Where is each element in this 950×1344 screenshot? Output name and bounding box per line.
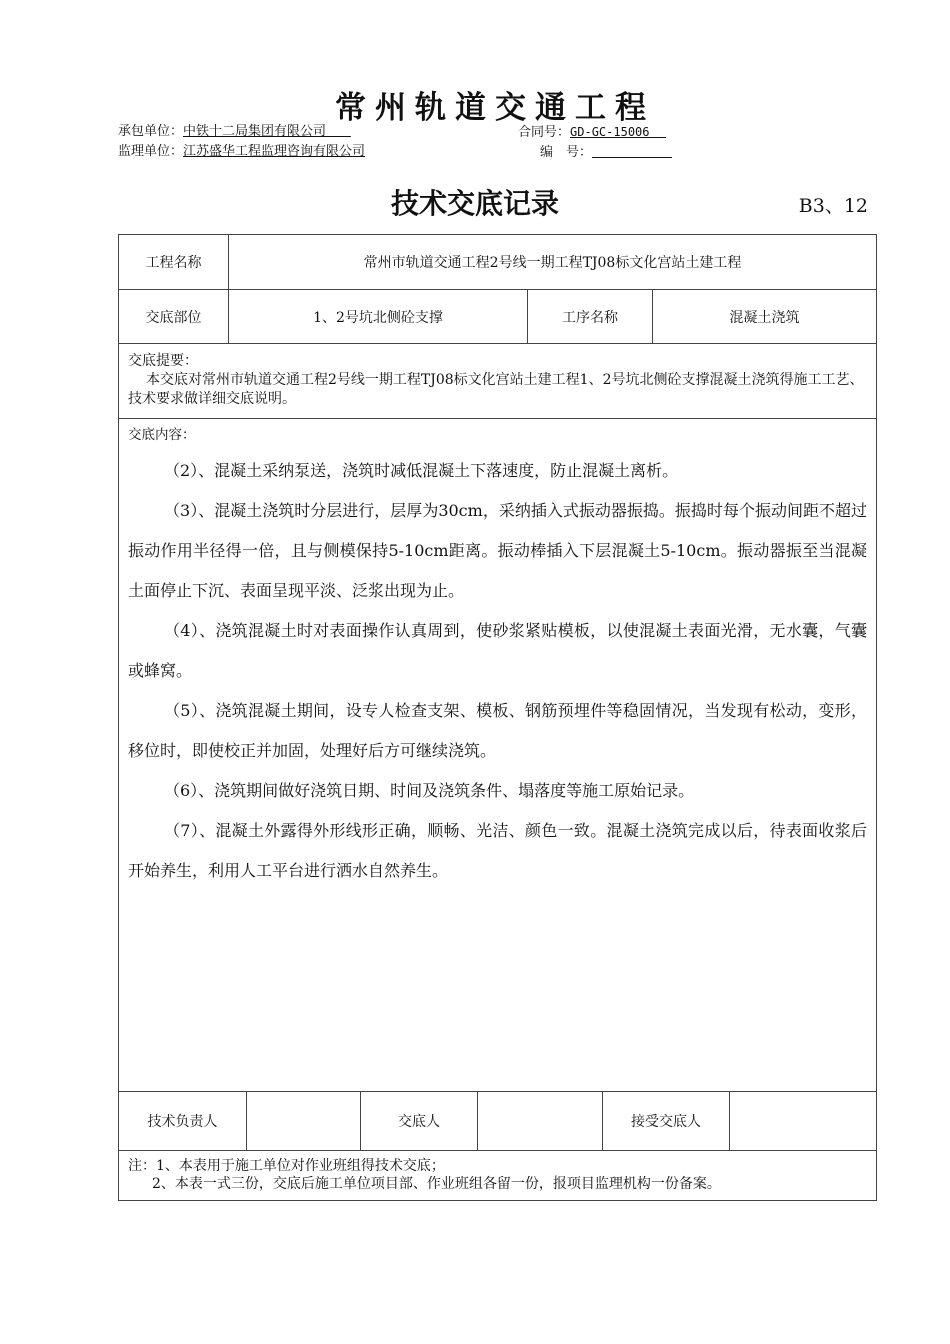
- content-paragraph: （2）、混凝土采纳泵送，浇筑时减低混凝土下落速度，防止混凝土离析。: [164, 461, 679, 480]
- project-title: 常州轨道交通工程: [335, 90, 655, 126]
- summary-cell: [119, 344, 877, 419]
- contract-no-label: 合同号：: [518, 125, 571, 140]
- content-cell: [119, 419, 877, 1092]
- location-value: 1、2号坑北侧砼支撑: [229, 290, 528, 344]
- procedure-value: 混凝土浇筑: [653, 290, 877, 344]
- content-paragraph: （5）、浇筑混凝土期间，设专人检查支架、模板、钢筋预埋件等稳固情况，当发现有松动，变形，移位时，即使校正并加固，处理好后方可继续浇筑。: [128, 701, 868, 760]
- project-name-value: 常州市轨道交通工程2号线一期工程TJ08标文化宫站土建工程: [229, 235, 877, 290]
- contractor-value: 中铁十二局集团有限公司: [183, 124, 327, 139]
- number-value: [592, 143, 672, 158]
- tech-lead-value: [247, 1092, 361, 1151]
- content-paragraph: （4）、浇筑混凝土时对表面操作认真周到，使砂浆紧贴模板，以使混凝土表面光滑，无水囊，气囊或蜂窝。: [128, 621, 868, 680]
- notes-cell: [119, 1151, 877, 1201]
- project-name-label: 工程名称: [119, 235, 229, 290]
- discloser-value: [478, 1092, 603, 1151]
- content-label: 交底内容：: [128, 427, 196, 443]
- supervisor-line: [118, 143, 365, 161]
- content-paragraph: （3）、混凝土浇筑时分层进行，层厚为30cm，采纳插入式振动器振捣。振捣时每个振动间距不超过振动作用半径得一倍，且与侧模保持5-10cm距离。振动棒插入下层混凝土5-10cm。振动器振至当混凝土面停止下沉、表面呈现平淡、泛浆出现为止。: [128, 501, 868, 600]
- receiver-cell: [603, 1092, 877, 1151]
- contract-no-value: GD-GC-15006: [570, 125, 650, 139]
- summary-label: 交底提要：: [128, 353, 198, 369]
- supervisor-label: 监理单位：: [118, 144, 184, 159]
- number-line: [540, 143, 672, 162]
- contract-no-line: [518, 123, 666, 142]
- disclosure-form: [118, 234, 877, 1201]
- procedure-label: 工序名称: [528, 290, 653, 344]
- record-code: B3、12: [798, 195, 868, 217]
- location-label: 交底部位: [119, 290, 229, 344]
- content-paragraph: （7）、混凝土外露得外形线形正确，顺畅、光洁、颜色一致。混凝土浇筑完成以后，待表面收浆后开始养生，利用人工平台进行洒水自然养生。: [128, 821, 868, 880]
- supervisor-value: 江苏盛华工程监理咨询有限公司: [183, 144, 366, 159]
- content-paragraph: （6）、浇筑期间做好浇筑日期、时间及浇筑条件、塌落度等施工原始记录。: [164, 781, 695, 800]
- receiver-value: [730, 1092, 876, 1150]
- note-2: 2、本表一式三份，交底后施工单位项目部、作业班组各留一份，报项目监理机构一份备案。: [152, 1176, 721, 1192]
- number-label: 编 号：: [540, 145, 593, 160]
- summary-text: 本交底对常州市轨道交通工程2号线一期工程TJ08标文化宫站土建工程1、2号坑北侧砼支撑混凝土浇筑得施工工艺、技术要求做详细交底说明。: [128, 372, 864, 407]
- record-title: 技术交底记录: [390, 187, 559, 220]
- tech-lead-label: 技术负责人: [119, 1092, 247, 1151]
- receiver-label: 接受交底人: [603, 1092, 730, 1150]
- note-1: 注：1、本表用于施工单位对作业班组得技术交底；: [128, 1158, 445, 1174]
- contractor-label: 承包单位：: [118, 124, 184, 139]
- discloser-label: 交底人: [361, 1092, 478, 1151]
- contractor-line: [118, 123, 351, 141]
